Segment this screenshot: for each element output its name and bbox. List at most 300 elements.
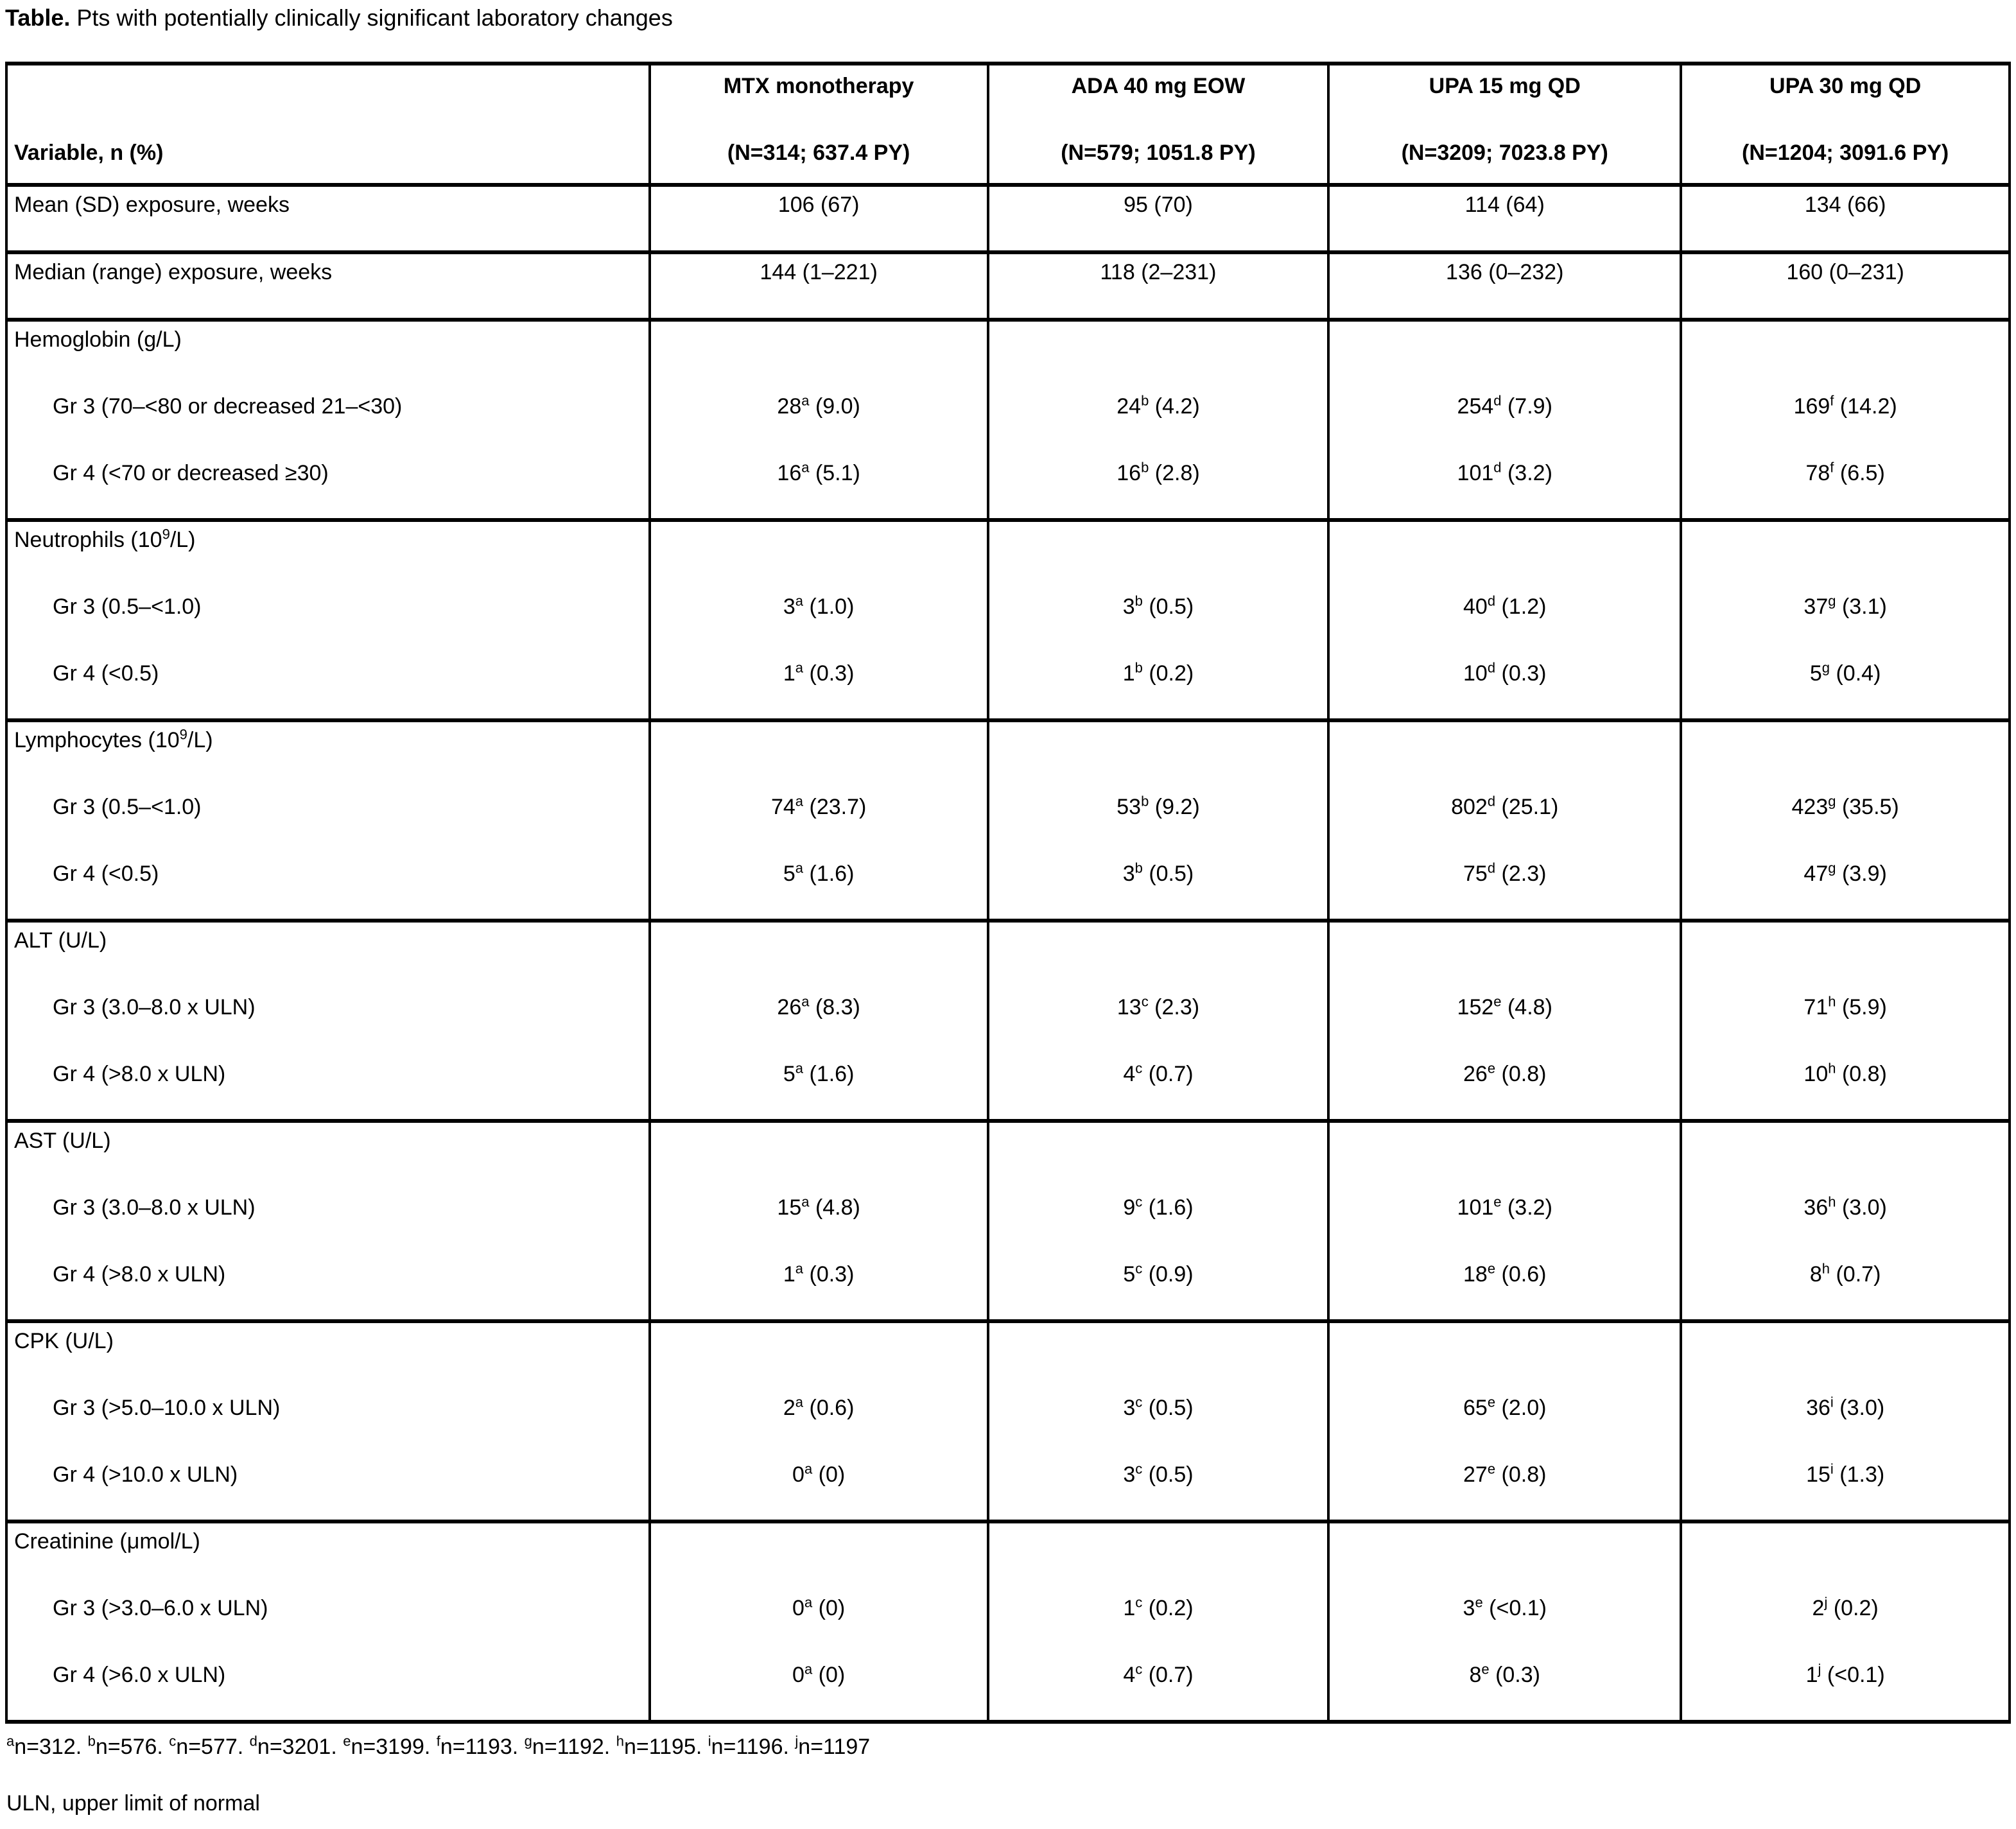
value-pct: (4.8) [1507, 995, 1552, 1019]
grade3-value [1689, 1595, 2002, 1662]
grade4-label: Gr 4 (>8.0 x ULN) [53, 1062, 226, 1086]
value-n: 3 [1123, 1396, 1136, 1420]
section-value-cell-ada [988, 921, 1328, 1121]
section-title-post: /L) [169, 528, 196, 552]
value-pct: (0.3) [1501, 661, 1547, 686]
value-footnote-marker: a [801, 459, 810, 476]
value-footnote-marker: b [1141, 459, 1149, 476]
value-footnote-marker: e [1475, 1594, 1483, 1611]
section-value-cell-upa15 [1328, 1521, 1681, 1722]
value-footnote-marker: c [1135, 1461, 1143, 1477]
table-caption-text: Pts with potentially clinically significant laboratory changes [70, 4, 673, 31]
value-pct: (0.7) [1148, 1062, 1194, 1086]
grade3-value [996, 994, 1321, 1061]
value-pct: (0.5) [1149, 862, 1194, 886]
section-row-1 [6, 520, 2010, 720]
value-pct: (0.3) [1495, 1663, 1540, 1687]
value-n: 10 [1463, 661, 1488, 686]
value-pct: (3.0) [1839, 1396, 1885, 1420]
header-col-upa30-npy: (N=1204; 3091.6 PY) [1742, 141, 1949, 165]
value-footnote-marker: a [795, 659, 804, 676]
footnote-marker: j [795, 1733, 799, 1749]
value-n: 5 [783, 1062, 795, 1086]
value-pct: (2.3) [1501, 862, 1547, 886]
section-value-cell-upa30 [1681, 1521, 2010, 1722]
value-pct: (2.3) [1154, 995, 1200, 1019]
grade4-label: Gr 4 (>6.0 x ULN) [53, 1663, 226, 1687]
grade4-value [657, 661, 980, 686]
value-n: 16 [1117, 461, 1142, 485]
value-pct: (0) [818, 1596, 846, 1620]
section-value-cell-mtx [650, 720, 988, 921]
value-spacer [1689, 1128, 2002, 1195]
exposure-mean-value-cell [988, 185, 1328, 252]
value-spacer [996, 1328, 1321, 1395]
grade4-label: Gr 4 (>10.0 x ULN) [53, 1462, 238, 1487]
exposure-median-value: 160 (0–231) [1786, 260, 1904, 284]
section-value-cell-ada [988, 1121, 1328, 1321]
section-value-cell-upa15 [1328, 1321, 1681, 1521]
grade4-label: Gr 4 (>8.0 x ULN) [53, 1262, 226, 1287]
value-n: 169 [1793, 394, 1830, 419]
value-n: 3 [1122, 862, 1135, 886]
value-footnote-marker: d [1493, 459, 1502, 476]
exposure-median-label-cell [6, 252, 650, 320]
value-n: 24 [1117, 394, 1142, 419]
value-spacer [996, 727, 1321, 794]
value-footnote-marker: d [1487, 860, 1496, 876]
value-footnote-marker: b [1134, 659, 1143, 676]
value-footnote-marker: c [1135, 1193, 1143, 1210]
footnote-text: n=1195. [623, 1735, 708, 1759]
value-footnote-marker: a [801, 993, 810, 1010]
section-row-4 [6, 1121, 2010, 1321]
lab-changes-table-body [6, 64, 2010, 1722]
value-footnote-marker: d [1487, 593, 1496, 609]
section-value-cell-upa15 [1328, 921, 1681, 1121]
grade3-value [657, 794, 980, 861]
section-row-2 [6, 720, 2010, 921]
value-footnote-marker: h [1821, 1260, 1830, 1277]
exposure-mean-value-cell [650, 185, 988, 252]
value-footnote-marker: b [1134, 593, 1143, 609]
section-variable-cell [6, 921, 650, 1121]
value-footnote-marker: c [1135, 1394, 1143, 1410]
value-spacer [996, 327, 1321, 394]
value-pct: (2.8) [1154, 461, 1200, 485]
value-spacer [1336, 928, 1673, 994]
value-footnote-marker: d [1493, 392, 1502, 409]
value-pct: (0) [818, 1462, 846, 1487]
footnote-text: n=1193. [440, 1735, 525, 1759]
grade3-value [1689, 794, 2002, 861]
value-pct: (0.6) [809, 1396, 855, 1420]
section-value-cell-upa15 [1328, 520, 1681, 720]
header-col-upa30 [1681, 64, 2010, 185]
value-n: 1 [1122, 661, 1135, 686]
grade3-label: Gr 3 (0.5–<1.0) [53, 795, 202, 819]
grade3-value [1689, 1195, 2002, 1261]
value-footnote-marker: g [1821, 659, 1830, 676]
section-title-pre: ALT (U/L) [14, 928, 107, 953]
value-n: 5 [1809, 661, 1822, 686]
value-spacer [1689, 928, 2002, 994]
header-col-upa15 [1328, 64, 1681, 185]
value-pct: (1.6) [809, 1062, 855, 1086]
value-footnote-marker: a [795, 860, 804, 876]
value-pct: (2.0) [1501, 1396, 1547, 1420]
value-pct: (3.0) [1841, 1195, 1887, 1220]
grade4-value [1336, 861, 1673, 887]
value-n: 1 [783, 661, 795, 686]
grade3-value [657, 1595, 980, 1662]
grade4-label: Gr 4 (<0.5) [53, 661, 159, 686]
value-n: 5 [1123, 1262, 1136, 1287]
value-spacer [1336, 1128, 1673, 1195]
value-n: 18 [1463, 1262, 1488, 1287]
header-col-upa15-npy: (N=3209; 7023.8 PY) [1401, 141, 1608, 165]
grade3-value [1689, 994, 2002, 1061]
value-n: 3 [1123, 1462, 1136, 1487]
value-n: 5 [783, 862, 795, 886]
footnote-item [6, 1735, 88, 1759]
grade4-value [996, 460, 1321, 486]
section-row-0 [6, 320, 2010, 520]
value-pct: (0.4) [1836, 661, 1881, 686]
value-n: 802 [1451, 795, 1488, 819]
grade3-label: Gr 3 (3.0–8.0 x ULN) [53, 995, 256, 1019]
value-footnote-marker: g [1828, 593, 1836, 609]
value-spacer [1689, 327, 2002, 394]
value-n: 0 [792, 1596, 804, 1620]
value-n: 3 [1122, 594, 1135, 619]
value-pct: (0.2) [1833, 1596, 1879, 1620]
exposure-mean-value-cell [1681, 185, 2010, 252]
value-footnote-marker: d [1487, 793, 1496, 810]
section-title [14, 327, 642, 394]
footnote-marker: b [87, 1733, 96, 1749]
section-value-cell-upa30 [1681, 921, 2010, 1121]
section-title-pre: Creatinine (μmol/L) [14, 1529, 200, 1554]
grade3-value [996, 594, 1321, 661]
footnote-text: n=1196. [711, 1735, 795, 1759]
value-spacer [657, 928, 980, 994]
header-col-ada-name: ADA 40 mg EOW [1071, 74, 1246, 98]
section-value-cell-mtx [650, 921, 988, 1121]
value-pct: (0.5) [1148, 1396, 1194, 1420]
value-pct: (0.2) [1149, 661, 1194, 686]
value-spacer [1689, 527, 2002, 594]
grade4-value [996, 1462, 1321, 1487]
value-footnote-marker: i [1830, 1394, 1834, 1410]
value-n: 27 [1463, 1462, 1488, 1487]
grade4-value [996, 661, 1321, 686]
value-pct: (6.5) [1839, 461, 1885, 485]
value-footnote-marker: e [1487, 1461, 1496, 1477]
section-value-cell-mtx [650, 520, 988, 720]
grade4-value [657, 1462, 980, 1487]
value-n: 36 [1806, 1396, 1830, 1420]
section-title-pre: Hemoglobin (g/L) [14, 327, 182, 352]
footnote-item [250, 1735, 343, 1759]
footnote-marker: a [6, 1733, 15, 1749]
grade4-value [996, 861, 1321, 887]
value-pct: (0.2) [1148, 1596, 1194, 1620]
footnote-marker: i [708, 1733, 711, 1749]
exposure-median-label: Median (range) exposure, weeks [14, 260, 333, 284]
grade4-value [1689, 1662, 2002, 1688]
footnote-marker: d [249, 1733, 257, 1749]
value-footnote-marker: j [1818, 1661, 1821, 1677]
value-spacer [657, 727, 980, 794]
grade4-value [1336, 460, 1673, 486]
value-n: 101 [1457, 1195, 1494, 1220]
grade3-value [1336, 1195, 1673, 1261]
value-footnote-marker: h [1828, 993, 1836, 1010]
grade3-value [1336, 794, 1673, 861]
value-n: 40 [1463, 594, 1488, 619]
value-pct: (3.1) [1841, 594, 1887, 619]
value-spacer [996, 1128, 1321, 1195]
value-pct: (35.5) [1841, 795, 1899, 819]
value-n: 16 [777, 461, 802, 485]
section-row-5 [6, 1321, 2010, 1521]
footnote-item [708, 1735, 795, 1759]
value-footnote-marker: c [1135, 1661, 1143, 1677]
section-value-cell-mtx [650, 320, 988, 520]
header-row [6, 64, 2010, 185]
section-value-cell-ada [988, 1521, 1328, 1722]
value-n: 65 [1463, 1396, 1488, 1420]
section-value-cell-upa15 [1328, 720, 1681, 921]
section-value-cell-ada [988, 1321, 1328, 1521]
exposure-row-median [6, 252, 2010, 320]
value-spacer [1689, 1529, 2002, 1595]
value-footnote-marker: a [801, 392, 810, 409]
grade4-label: Gr 4 (<70 or decreased ≥30) [53, 461, 329, 485]
value-pct: (9.2) [1154, 795, 1200, 819]
value-n: 26 [777, 995, 802, 1019]
footnote-item [795, 1735, 870, 1759]
value-pct: (5.9) [1841, 995, 1887, 1019]
value-pct: (8.3) [815, 995, 860, 1019]
grade4-value [1689, 1061, 2002, 1087]
footnote-item [169, 1735, 249, 1759]
value-footnote-marker: e [1487, 1260, 1496, 1277]
value-n: 8 [1809, 1262, 1822, 1287]
value-footnote-marker: b [1141, 392, 1149, 409]
table-caption [5, 4, 2011, 32]
exposure-median-value-cell [1328, 252, 1681, 320]
grade4-value [657, 460, 980, 486]
value-pct: (23.7) [809, 795, 867, 819]
value-footnote-marker: e [1493, 993, 1502, 1010]
value-pct: (3.2) [1507, 461, 1552, 485]
section-title [14, 1328, 642, 1395]
value-pct: (0.7) [1836, 1262, 1881, 1287]
value-pct: (7.9) [1507, 394, 1552, 419]
value-footnote-marker: j [1824, 1594, 1828, 1611]
value-pct: (1.6) [1148, 1195, 1194, 1220]
grade3-label: Gr 3 (>5.0–10.0 x ULN) [53, 1396, 281, 1420]
header-col-mtx [650, 64, 988, 185]
section-value-cell-upa30 [1681, 720, 2010, 921]
header-col-upa30-name: UPA 30 mg QD [1769, 74, 1922, 98]
value-pct: (1.3) [1839, 1462, 1885, 1487]
value-spacer [1336, 727, 1673, 794]
footnote-text: n=577. [176, 1735, 250, 1759]
value-pct: (0.8) [1501, 1462, 1547, 1487]
footnote-text: n=1197 [798, 1735, 871, 1759]
value-footnote-marker: b [1141, 793, 1149, 810]
value-n: 254 [1457, 394, 1494, 419]
value-n: 26 [1463, 1062, 1488, 1086]
value-n: 101 [1457, 461, 1494, 485]
footnote-marker: e [343, 1733, 351, 1749]
grade3-label: Gr 3 (>3.0–6.0 x ULN) [53, 1596, 268, 1620]
value-n: 4 [1123, 1663, 1136, 1687]
value-footnote-marker: c [1141, 993, 1149, 1010]
grade4-value [996, 1261, 1321, 1287]
grade4-label: Gr 4 (<0.5) [53, 862, 159, 886]
grade4-value [1689, 661, 2002, 686]
grade3-value [1689, 594, 2002, 661]
section-title [14, 727, 642, 794]
footnote-marker: g [524, 1733, 532, 1749]
section-title-pre: CPK (U/L) [14, 1329, 114, 1353]
value-n: 423 [1791, 795, 1829, 819]
grade3-value [996, 1595, 1321, 1662]
value-n: 28 [777, 394, 802, 419]
grade4-value [657, 861, 980, 887]
footnote-item [525, 1735, 616, 1759]
section-value-cell-ada [988, 720, 1328, 921]
grade3-value [1689, 394, 2002, 460]
value-n: 10 [1803, 1062, 1829, 1086]
grade4-value [657, 1261, 980, 1287]
section-variable-cell [6, 1521, 650, 1722]
grade3-value [657, 1395, 980, 1462]
value-n: 3 [1463, 1596, 1475, 1620]
section-variable-cell [6, 720, 650, 921]
value-footnote-marker: a [804, 1661, 813, 1677]
grade3-value [657, 394, 980, 460]
value-footnote-marker: a [804, 1594, 813, 1611]
value-footnote-marker: c [1135, 1060, 1143, 1077]
grade3-label: Gr 3 (3.0–8.0 x ULN) [53, 1195, 256, 1220]
section-value-cell-ada [988, 320, 1328, 520]
value-n: 15 [777, 1195, 802, 1220]
value-pct: (0.3) [809, 661, 855, 686]
value-pct: (0.8) [1501, 1062, 1547, 1086]
grade3-value [1336, 394, 1673, 460]
value-spacer [1336, 1328, 1673, 1395]
exposure-mean-value: 114 (64) [1464, 193, 1545, 217]
value-footnote-marker: c [1135, 1594, 1143, 1611]
grade3-value [657, 994, 980, 1061]
value-spacer [1689, 727, 2002, 794]
section-value-cell-upa30 [1681, 1121, 2010, 1321]
section-variable-cell [6, 520, 650, 720]
header-col-ada-npy: (N=579; 1051.8 PY) [1061, 141, 1256, 165]
grade3-label: Gr 3 (70–<80 or decreased 21–<30) [53, 394, 403, 419]
value-n: 71 [1803, 995, 1829, 1019]
value-pct: (0.5) [1148, 1462, 1194, 1487]
value-pct: (<0.1) [1827, 1663, 1885, 1687]
value-pct: (9.0) [815, 394, 860, 419]
value-n: 1 [1123, 1596, 1136, 1620]
value-footnote-marker: a [795, 593, 804, 609]
value-footnote-marker: e [1493, 1193, 1502, 1210]
value-pct: (0.5) [1149, 594, 1194, 619]
header-variable-spacer [14, 73, 642, 140]
value-n: 9 [1123, 1195, 1136, 1220]
grade4-value [1336, 1261, 1673, 1287]
section-value-cell-upa30 [1681, 320, 2010, 520]
value-footnote-marker: c [1135, 1260, 1143, 1277]
section-variable-cell [6, 1121, 650, 1321]
footnote-item [616, 1735, 708, 1759]
exposure-median-value-cell [988, 252, 1328, 320]
header-col-mtx-npy: (N=314; 637.4 PY) [727, 141, 910, 165]
section-title-post: /L) [187, 728, 213, 752]
value-footnote-marker: f [1830, 459, 1834, 476]
value-n: 78 [1805, 461, 1830, 485]
value-pct: (3.2) [1507, 1195, 1552, 1220]
header-col-ada [988, 64, 1328, 185]
section-title-pre: AST (U/L) [14, 1129, 111, 1153]
grade3-value [996, 794, 1321, 861]
footnote-marker: f [436, 1733, 440, 1749]
value-spacer [657, 327, 980, 394]
value-footnote-marker: d [1487, 659, 1496, 676]
value-footnote-marker: i [1830, 1461, 1834, 1477]
value-pct: (0.8) [1841, 1062, 1887, 1086]
exposure-median-value-cell [1681, 252, 2010, 320]
value-footnote-marker: e [1481, 1661, 1490, 1677]
section-value-cell-mtx [650, 1521, 988, 1722]
section-value-cell-upa30 [1681, 520, 2010, 720]
footnote-marker: h [616, 1733, 624, 1749]
section-title-pre: Neutrophils (10 [14, 528, 162, 552]
value-spacer [657, 1328, 980, 1395]
grade3-value [1336, 1595, 1673, 1662]
grade4-value [1689, 1261, 2002, 1287]
value-n: 8 [1469, 1663, 1482, 1687]
grade3-value [1336, 1395, 1673, 1462]
section-row-3 [6, 921, 2010, 1121]
exposure-mean-value: 106 (67) [778, 193, 860, 217]
value-footnote-marker: a [801, 1193, 810, 1210]
value-footnote-marker: g [1828, 860, 1836, 876]
exposure-mean-label-cell [6, 185, 650, 252]
grade3-value [657, 594, 980, 661]
header-col-mtx-name: MTX monotherapy [723, 74, 914, 98]
grade4-value [1336, 661, 1673, 686]
grade4-value [1689, 861, 2002, 887]
value-n: 3 [783, 594, 795, 619]
footnote-item [343, 1735, 437, 1759]
section-variable-cell [6, 1321, 650, 1521]
value-n: 74 [770, 795, 795, 819]
footnote-text: n=312. [14, 1735, 88, 1759]
value-spacer [1336, 327, 1673, 394]
value-footnote-marker: g [1828, 793, 1836, 810]
section-title-sup: 9 [179, 726, 187, 743]
grade3-value [657, 1195, 980, 1261]
value-pct: (1.6) [809, 862, 855, 886]
header-col-upa15-name: UPA 15 mg QD [1429, 74, 1581, 98]
